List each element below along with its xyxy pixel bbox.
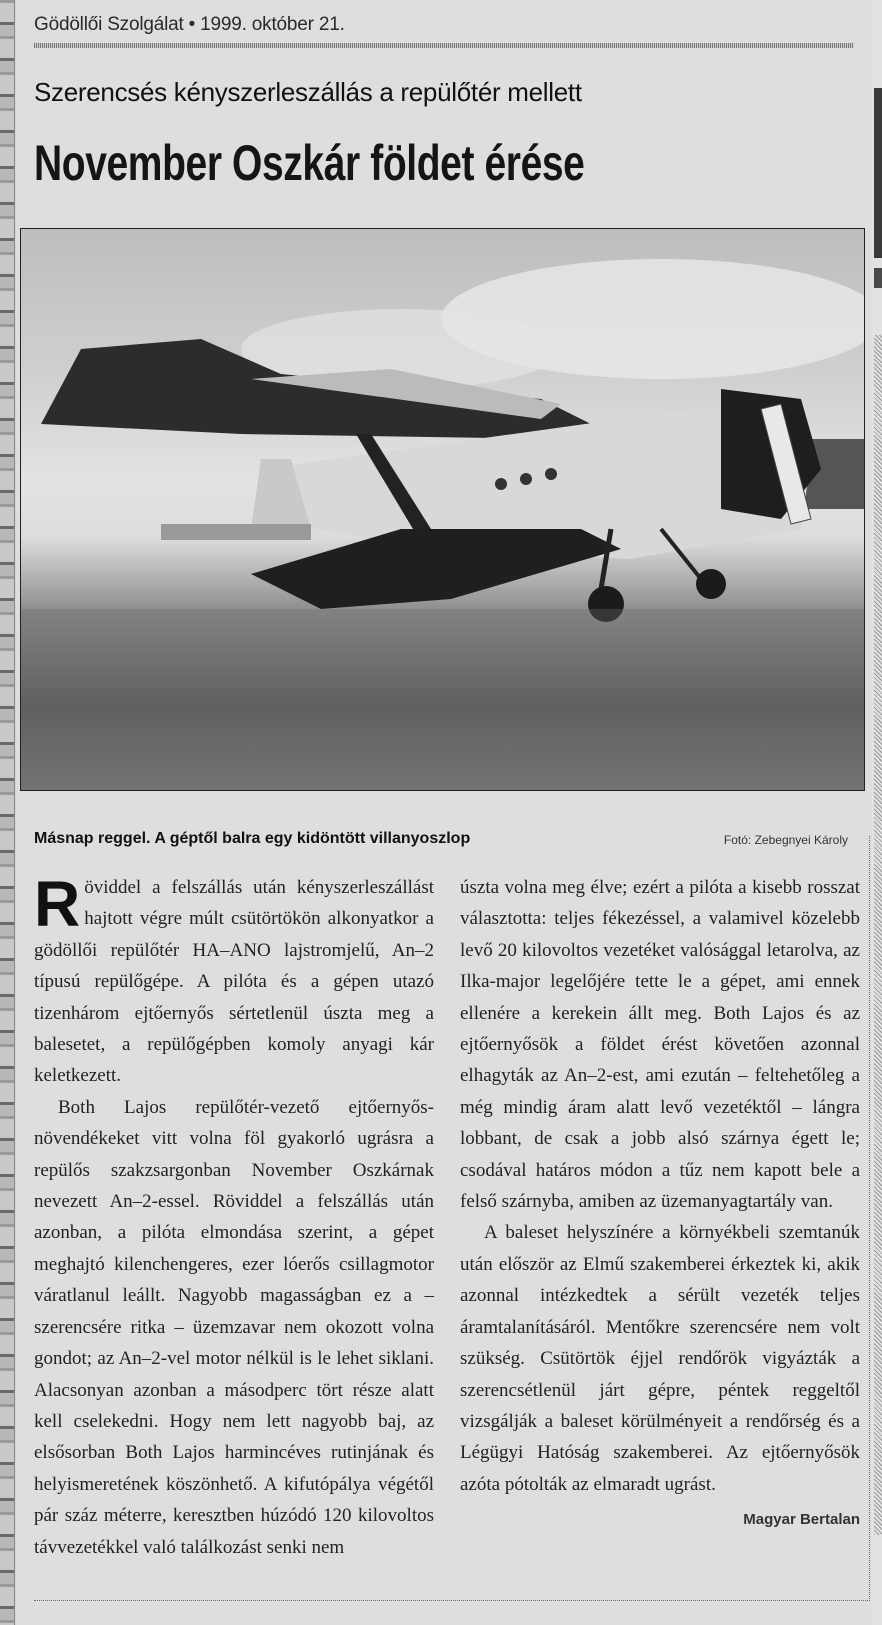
airplane-photo-illustration [21,229,864,790]
paragraph: A baleset helyszínére a környékbeli szemtanúk után először az Elmű szakemberei érkeztek ki, akik azonnal intézkedtek a sérült vezeték teljes áramtalanításáról. Mentőkre szerencsére nem volt szükség. Csütörtök éjjel rendőrök vigyázták a szerencsétlenül járt gépre, péntek reggeltől vizsgálják a baleset körülményeit a rendőrség és a Légügyi Hatóság szakemberei. Az ejtőernyősök azóta pótolták az elmaradt ugrást. [460,1222,860,1495]
author-byline: Magyar Bertalan [743,1511,860,1529]
drop-cap: R [34,868,81,940]
paragraph: úszta volna meg élve; ezért a pilóta a kisebb rosszat választotta: teljes fékezéssel, a valamivel közelebb levő 20 kilovoltos vezetéket valósággal letarolva, az Ilka-major legelőjére tette le a gépet, ami ennek ellenére a kerekein állt meg. Both Lajos és az ejtőernyősök a földet érést követően azonnal elhagyták az An–2-est, ami ezután – feltehetőleg a még mindig áram alatt levő vezetéktől – lángra lobbant, de csak a jobb alsó szárnya égett le; csodával határos módon a tűz nem kapott bele a felső szárnyba, amiben az üzemanyagtartály van. [460,877,860,1213]
masthead-rule [34,43,854,48]
column-border-right [869,836,870,1601]
photo-caption: Másnap reggel. A géptől balra egy kidöntött villanyoszlop [34,830,471,847]
article-bottom-rule [34,1600,870,1601]
binding-edge [0,0,15,1625]
adjacent-page-edge [872,0,882,1625]
article-column-left [34,868,434,1563]
paragraph: Both Lajos repülőtér-vezető ejtőernyős-növendékeket vitt volna föl gyakorló ugrásra a repülős szakzsargonban November Oszkárnak nevezett An–2-essel. Röviddel a felszállás után azonban, a pilóta elmondása szerint, a gépet meghajtó kilenchengeres, ezer lóerős csillagmotor váratlanul leállt. Nagyobb magasságban ez a – szerencsére ritka – üzemzavar nem okozott volna gondot; az An–2-vel motor nélkül is le lehet siklani. Alacsonyan azonban a másodperc tört része alatt kell cselekedni. Hogy nem lett nagyobb baj, az elsősorban Both Lajos harmincéves rutinjának és helyismeretének köszönhető. A kifutópálya végétől pár száz méterre, keresztben húzódó 120 kilovoltos távvezetékkel való találkozást senki nem [34,1096,434,1558]
paragraph: Röviddel a felszállás után kényszerleszállást hajtott végre múlt csütörtökön alkonyatkor a gödöllői repülőtér HA–ANO lajstromjelű, An–2 típusú repülőgépe. A pilóta és a gépen utazó tizenhárom ejtőernyős sértetlenül úszta meg a balesetet, a repülőgépben komoly anyagi kár keletkezett. [34,868,434,1087]
masthead: Gödöllői Szolgálat • 1999. október 21. [34,14,345,35]
photo-credit: Fotó: Zebegnyei Károly [723,833,848,847]
article-headline: November Oszkár földet érése [34,135,585,191]
article-column-right [460,872,860,1536]
article-photo [20,228,865,791]
article-kicker: Szerencsés kényszerleszállás a repülőtér mellett [34,77,582,107]
newspaper-page [16,0,872,1625]
